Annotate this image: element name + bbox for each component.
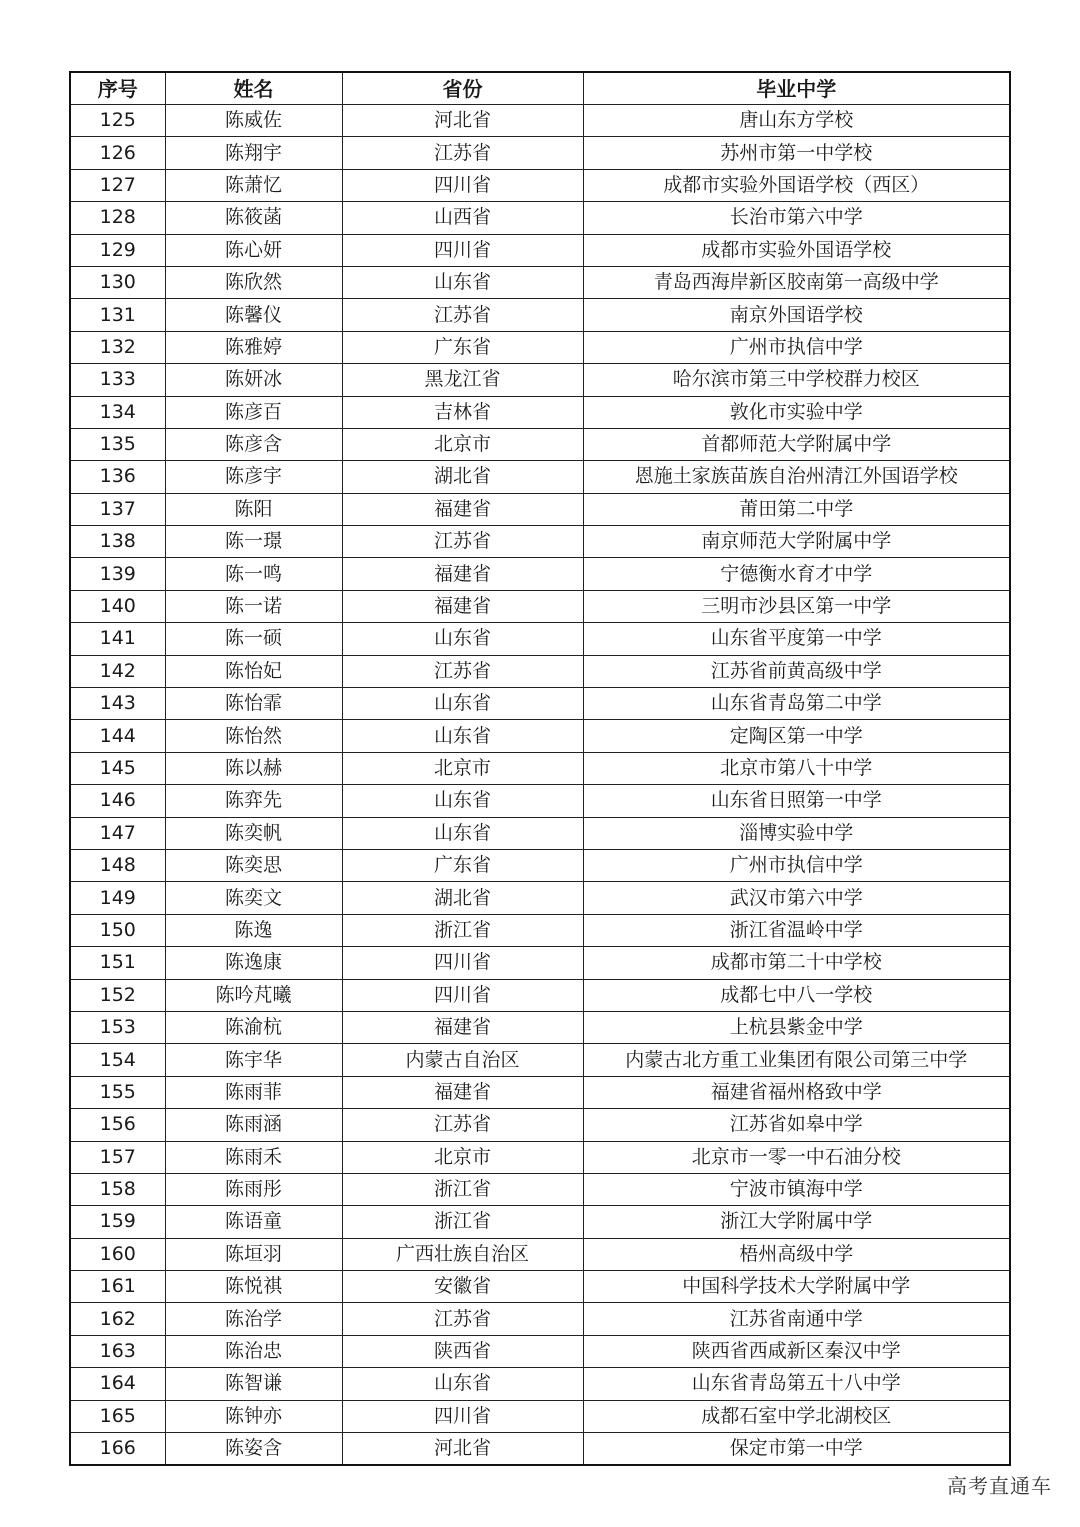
- cell-school: 成都石室中学北湖校区: [583, 1400, 1010, 1432]
- cell-school: 广州市执信中学: [583, 849, 1010, 881]
- table-row: [70, 1173, 1010, 1205]
- cell-province: 浙江省: [342, 1173, 583, 1205]
- cell-school: 北京市一零一中石油分校: [583, 1141, 1010, 1173]
- table-row: [70, 623, 1010, 655]
- cell-school: 南京外国语学校: [583, 299, 1010, 331]
- cell-index: 143: [70, 688, 165, 720]
- table-row: [70, 1076, 1010, 1108]
- cell-index: 159: [70, 1206, 165, 1238]
- cell-province: 北京市: [342, 1141, 583, 1173]
- table-row: [70, 558, 1010, 590]
- table-row: [70, 396, 1010, 428]
- cell-index: 157: [70, 1141, 165, 1173]
- cell-province: 山东省: [342, 266, 583, 298]
- cell-name: 陈翔宇: [165, 137, 342, 169]
- cell-index: 131: [70, 299, 165, 331]
- cell-school: 苏州市第一中学校: [583, 137, 1010, 169]
- cell-school: 梧州高级中学: [583, 1238, 1010, 1270]
- cell-name: 陈雨菲: [165, 1076, 342, 1108]
- cell-name: 陈一璟: [165, 526, 342, 558]
- cell-province: 四川省: [342, 1400, 583, 1432]
- cell-school: 莆田第二中学: [583, 493, 1010, 525]
- cell-name: 陈彦百: [165, 396, 342, 428]
- cell-index: 162: [70, 1303, 165, 1335]
- cell-province: 四川省: [342, 234, 583, 266]
- cell-name: 陈馨仪: [165, 299, 342, 331]
- cell-index: 152: [70, 979, 165, 1011]
- cell-province: 山东省: [342, 720, 583, 752]
- cell-name: 陈奕思: [165, 849, 342, 881]
- table-row: [70, 947, 1010, 979]
- cell-school: 浙江大学附属中学: [583, 1206, 1010, 1238]
- table-row: [70, 299, 1010, 331]
- table-row: [70, 1368, 1010, 1400]
- cell-index: 164: [70, 1368, 165, 1400]
- cell-province: 山东省: [342, 688, 583, 720]
- table-header-row: [70, 72, 1010, 105]
- cell-index: 132: [70, 331, 165, 363]
- cell-index: 138: [70, 526, 165, 558]
- cell-school: 成都市实验外国语学校: [583, 234, 1010, 266]
- cell-index: 151: [70, 947, 165, 979]
- cell-name: 陈威佐: [165, 105, 342, 137]
- cell-name: 陈萧忆: [165, 169, 342, 201]
- table-row: [70, 526, 1010, 558]
- table-row: [70, 1433, 1010, 1466]
- cell-province: 四川省: [342, 169, 583, 201]
- table-row: [70, 137, 1010, 169]
- cell-index: 133: [70, 364, 165, 396]
- table-row: [70, 1400, 1010, 1432]
- cell-school: 山东省青岛第二中学: [583, 688, 1010, 720]
- cell-name: 陈怡然: [165, 720, 342, 752]
- cell-index: 150: [70, 914, 165, 946]
- cell-name: 陈治学: [165, 1303, 342, 1335]
- cell-name: 陈雅婷: [165, 331, 342, 363]
- cell-province: 山东省: [342, 623, 583, 655]
- cell-name: 陈奕帆: [165, 817, 342, 849]
- cell-school: 山东省平度第一中学: [583, 623, 1010, 655]
- table-row: [70, 1044, 1010, 1076]
- cell-school: 武汉市第六中学: [583, 882, 1010, 914]
- cell-name: 陈以赫: [165, 752, 342, 784]
- cell-province: 江苏省: [342, 299, 583, 331]
- cell-province: 四川省: [342, 947, 583, 979]
- cell-index: 141: [70, 623, 165, 655]
- table-row: [70, 1109, 1010, 1141]
- table-row: [70, 817, 1010, 849]
- table-row: [70, 364, 1010, 396]
- header-province: 省份: [342, 72, 583, 105]
- cell-province: 四川省: [342, 979, 583, 1011]
- cell-school: 陕西省西咸新区秦汉中学: [583, 1335, 1010, 1367]
- cell-province: 北京市: [342, 428, 583, 460]
- table-row: [70, 785, 1010, 817]
- cell-school: 宁波市镇海中学: [583, 1173, 1010, 1205]
- table-row: [70, 655, 1010, 687]
- cell-name: 陈渝杭: [165, 1011, 342, 1043]
- cell-school: 上杭县紫金中学: [583, 1011, 1010, 1043]
- cell-name: 陈筱菡: [165, 202, 342, 234]
- cell-name: 陈一硕: [165, 623, 342, 655]
- table-row: [70, 461, 1010, 493]
- cell-province: 福建省: [342, 590, 583, 622]
- cell-name: 陈欣然: [165, 266, 342, 298]
- cell-index: 144: [70, 720, 165, 752]
- cell-school: 成都市第二十中学校: [583, 947, 1010, 979]
- cell-name: 陈宇华: [165, 1044, 342, 1076]
- table-row: [70, 720, 1010, 752]
- cell-index: 153: [70, 1011, 165, 1043]
- cell-index: 125: [70, 105, 165, 137]
- cell-school: 广州市执信中学: [583, 331, 1010, 363]
- cell-province: 黑龙江省: [342, 364, 583, 396]
- cell-name: 陈怡霏: [165, 688, 342, 720]
- table-row: [70, 849, 1010, 881]
- cell-index: 156: [70, 1109, 165, 1141]
- cell-school: 敦化市实验中学: [583, 396, 1010, 428]
- cell-name: 陈心妍: [165, 234, 342, 266]
- cell-province: 福建省: [342, 493, 583, 525]
- cell-name: 陈吟芃曦: [165, 979, 342, 1011]
- table-row: [70, 169, 1010, 201]
- cell-name: 陈弈先: [165, 785, 342, 817]
- cell-province: 福建省: [342, 1011, 583, 1043]
- header-school: 毕业中学: [583, 72, 1010, 105]
- table-row: [70, 202, 1010, 234]
- cell-index: 135: [70, 428, 165, 460]
- cell-school: 恩施土家族苗族自治州清江外国语学校: [583, 461, 1010, 493]
- table-row: [70, 1206, 1010, 1238]
- cell-name: 陈逸: [165, 914, 342, 946]
- cell-school: 江苏省南通中学: [583, 1303, 1010, 1335]
- cell-province: 福建省: [342, 1076, 583, 1108]
- cell-province: 江苏省: [342, 1303, 583, 1335]
- cell-index: 142: [70, 655, 165, 687]
- cell-province: 河北省: [342, 105, 583, 137]
- cell-school: 北京市第八十中学: [583, 752, 1010, 784]
- cell-index: 163: [70, 1335, 165, 1367]
- table-row: [70, 1335, 1010, 1367]
- cell-school: 青岛西海岸新区胶南第一高级中学: [583, 266, 1010, 298]
- cell-province: 江苏省: [342, 526, 583, 558]
- cell-index: 166: [70, 1433, 165, 1466]
- cell-name: 陈逸康: [165, 947, 342, 979]
- cell-school: 浙江省温岭中学: [583, 914, 1010, 946]
- table-row: [70, 882, 1010, 914]
- cell-name: 陈一鸣: [165, 558, 342, 590]
- cell-index: 130: [70, 266, 165, 298]
- table-row: [70, 688, 1010, 720]
- cell-province: 湖北省: [342, 461, 583, 493]
- table-row: [70, 234, 1010, 266]
- cell-school: 定陶区第一中学: [583, 720, 1010, 752]
- cell-province: 安徽省: [342, 1271, 583, 1303]
- table-row: [70, 1271, 1010, 1303]
- cell-school: 宁德衡水育才中学: [583, 558, 1010, 590]
- cell-province: 江苏省: [342, 137, 583, 169]
- cell-school: 江苏省前黄高级中学: [583, 655, 1010, 687]
- cell-index: 146: [70, 785, 165, 817]
- cell-province: 江苏省: [342, 1109, 583, 1141]
- cell-index: 165: [70, 1400, 165, 1432]
- cell-province: 江苏省: [342, 655, 583, 687]
- cell-province: 山西省: [342, 202, 583, 234]
- cell-name: 陈阳: [165, 493, 342, 525]
- table-row: [70, 752, 1010, 784]
- cell-name: 陈语童: [165, 1206, 342, 1238]
- cell-province: 北京市: [342, 752, 583, 784]
- cell-name: 陈彦宇: [165, 461, 342, 493]
- roster-table: [69, 71, 1011, 1466]
- table-row: [70, 493, 1010, 525]
- cell-school: 唐山东方学校: [583, 105, 1010, 137]
- cell-name: 陈奕文: [165, 882, 342, 914]
- cell-name: 陈姿含: [165, 1433, 342, 1466]
- roster-table-container: [69, 71, 1009, 1466]
- cell-province: 浙江省: [342, 914, 583, 946]
- cell-index: 137: [70, 493, 165, 525]
- cell-index: 128: [70, 202, 165, 234]
- cell-province: 山东省: [342, 1368, 583, 1400]
- cell-name: 陈雨禾: [165, 1141, 342, 1173]
- cell-province: 山东省: [342, 785, 583, 817]
- cell-index: 148: [70, 849, 165, 881]
- cell-province: 广东省: [342, 849, 583, 881]
- cell-name: 陈智谦: [165, 1368, 342, 1400]
- table-row: [70, 1238, 1010, 1270]
- table-row: [70, 979, 1010, 1011]
- table-row: [70, 331, 1010, 363]
- cell-school: 长治市第六中学: [583, 202, 1010, 234]
- cell-school: 三明市沙县区第一中学: [583, 590, 1010, 622]
- table-body: [70, 105, 1010, 1466]
- cell-province: 河北省: [342, 1433, 583, 1466]
- cell-index: 129: [70, 234, 165, 266]
- header-index: 序号: [70, 72, 165, 105]
- cell-province: 内蒙古自治区: [342, 1044, 583, 1076]
- table-row: [70, 266, 1010, 298]
- cell-province: 广东省: [342, 331, 583, 363]
- cell-index: 147: [70, 817, 165, 849]
- cell-index: 127: [70, 169, 165, 201]
- cell-index: 140: [70, 590, 165, 622]
- cell-school: 江苏省如皋中学: [583, 1109, 1010, 1141]
- cell-name: 陈怡妃: [165, 655, 342, 687]
- cell-school: 山东省日照第一中学: [583, 785, 1010, 817]
- table-row: [70, 1141, 1010, 1173]
- cell-index: 136: [70, 461, 165, 493]
- cell-school: 哈尔滨市第三中学校群力校区: [583, 364, 1010, 396]
- cell-name: 陈钟亦: [165, 1400, 342, 1432]
- cell-province: 湖北省: [342, 882, 583, 914]
- table-row: [70, 590, 1010, 622]
- header-name: 姓名: [165, 72, 342, 105]
- cell-province: 福建省: [342, 558, 583, 590]
- cell-name: 陈妍冰: [165, 364, 342, 396]
- cell-name: 陈悦祺: [165, 1271, 342, 1303]
- cell-name: 陈垣羽: [165, 1238, 342, 1270]
- cell-province: 陕西省: [342, 1335, 583, 1367]
- cell-index: 149: [70, 882, 165, 914]
- cell-name: 陈彦含: [165, 428, 342, 460]
- table-row: [70, 428, 1010, 460]
- cell-school: 福建省福州格致中学: [583, 1076, 1010, 1108]
- cell-school: 成都市实验外国语学校（西区）: [583, 169, 1010, 201]
- cell-index: 145: [70, 752, 165, 784]
- table-row: [70, 105, 1010, 137]
- cell-index: 155: [70, 1076, 165, 1108]
- cell-index: 158: [70, 1173, 165, 1205]
- table-row: [70, 914, 1010, 946]
- cell-province: 山东省: [342, 817, 583, 849]
- cell-school: 保定市第一中学: [583, 1433, 1010, 1466]
- cell-name: 陈治忠: [165, 1335, 342, 1367]
- cell-province: 广西壮族自治区: [342, 1238, 583, 1270]
- cell-name: 陈一诺: [165, 590, 342, 622]
- table-row: [70, 1303, 1010, 1335]
- cell-index: 154: [70, 1044, 165, 1076]
- cell-index: 139: [70, 558, 165, 590]
- table-row: [70, 1011, 1010, 1043]
- cell-school: 成都七中八一学校: [583, 979, 1010, 1011]
- cell-index: 134: [70, 396, 165, 428]
- cell-name: 陈雨涵: [165, 1109, 342, 1141]
- cell-school: 山东省青岛第五十八中学: [583, 1368, 1010, 1400]
- cell-name: 陈雨彤: [165, 1173, 342, 1205]
- watermark-text: 高考直通车: [947, 1474, 1052, 1498]
- cell-index: 160: [70, 1238, 165, 1270]
- cell-school: 内蒙古北方重工业集团有限公司第三中学: [583, 1044, 1010, 1076]
- cell-school: 首都师范大学附属中学: [583, 428, 1010, 460]
- cell-province: 浙江省: [342, 1206, 583, 1238]
- cell-index: 126: [70, 137, 165, 169]
- cell-province: 吉林省: [342, 396, 583, 428]
- cell-school: 南京师范大学附属中学: [583, 526, 1010, 558]
- cell-school: 中国科学技术大学附属中学: [583, 1271, 1010, 1303]
- cell-school: 淄博实验中学: [583, 817, 1010, 849]
- cell-index: 161: [70, 1271, 165, 1303]
